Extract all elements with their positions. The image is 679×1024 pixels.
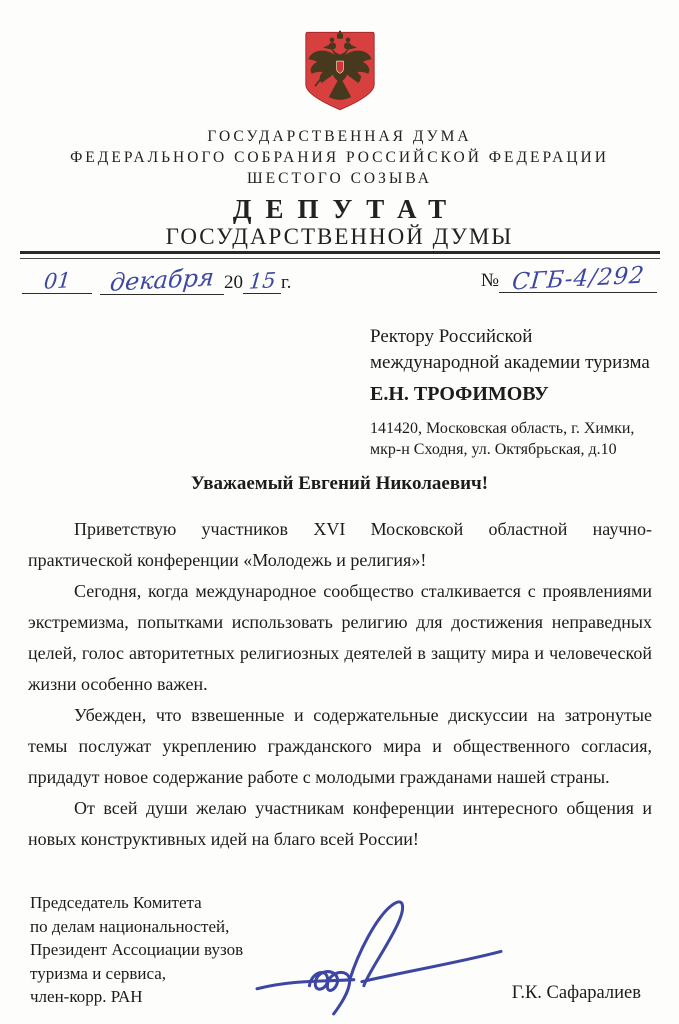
number-field — [499, 262, 657, 296]
signoff-position-line5: член-корр. РАН — [30, 987, 143, 1006]
number-line — [480, 262, 657, 306]
number-label: № — [480, 270, 499, 291]
body-paragraph-1: Приветствую участников XVI Московской областной научно-практической конференции «Молодежь и религия»! — [28, 519, 652, 570]
signature-icon — [248, 893, 510, 1019]
body-paragraph-2: Сегодня, когда международное сообщество сталкивается с проявлениями экстремизма, попытками использовать религию для достижения неправедных целей, голос авторитетных религиозных деятелей в защиту мира и человеческой жизни особенно важен. — [28, 581, 652, 694]
signoff-name: Г.К. Сафаралиев — [511, 983, 641, 1003]
header-org-line2: ФЕДЕРАЛЬНОГО СОБРАНИЯ РОССИЙСКОЙ ФЕДЕРАЦИИ — [70, 149, 609, 166]
date-year-handwriting: 15 — [247, 268, 277, 294]
date-g-label: г. — [281, 272, 292, 293]
addressee-line2: международной академии туризма — [370, 352, 650, 373]
addressee-address-line1: 141420, Московская область, г. Химки, — [370, 420, 635, 437]
body-paragraph-3: Убежден, что взвешенные и содержательные дискуссии на затронутые темы послужат укреплению гражданского мира и общественного согласия, придадут новое содержание работе с молодыми гражданами нашей страны. — [28, 705, 652, 787]
date-day-field — [22, 269, 92, 294]
addressee-line1: Ректору Российской — [370, 326, 533, 347]
header-divider-thick — [20, 251, 660, 254]
signoff-position-line1: Председатель Комитета — [30, 893, 202, 912]
date-day-handwriting: 01 — [42, 268, 72, 294]
letter-title-line1: ДЕПУТАТ — [232, 194, 461, 224]
signature-autograph — [248, 893, 510, 1019]
number-handwriting: СГБ-4/292 — [510, 262, 646, 296]
letter-body — [28, 514, 652, 855]
date-year-prefix: 20 — [224, 272, 243, 293]
date-year-field — [243, 269, 281, 294]
header-org-line1: ГОСУДАРСТВЕННАЯ ДУМА — [207, 128, 472, 145]
addressee-address-line2: мкр-н Сходня, ул. Октябрьская, д.10 — [370, 441, 617, 458]
addressee-name: Е.Н. ТРОФИМОВУ — [370, 383, 549, 405]
body-paragraph-4: От всей души желаю участникам конференции интересного общения и новых конструктивных идей на благо всей России! — [28, 798, 652, 849]
salutation: Уважаемый Евгений Николаевич! — [190, 473, 489, 494]
coat-of-arms-svg — [302, 30, 378, 112]
date-month-field — [100, 263, 224, 297]
header-org-line3: ШЕСТОГО СОЗЫВА — [247, 170, 432, 187]
letter-title-line2: ГОСУДАРСТВЕННОЙ ДУМЫ — [165, 224, 514, 249]
date-line — [22, 263, 292, 306]
header-divider-thin — [20, 258, 660, 259]
addressee-address — [370, 418, 660, 460]
signoff-position-line3: Президент Ассоциации вузов — [30, 940, 244, 959]
addressee-block — [370, 324, 660, 460]
signoff-position-line4: туризма и сервиса, — [30, 963, 167, 983]
coat-of-arms-icon — [302, 30, 378, 112]
date-month-handwriting: декабря — [108, 263, 216, 297]
signoff-position-line2: по делам национальностей, — [30, 916, 230, 936]
